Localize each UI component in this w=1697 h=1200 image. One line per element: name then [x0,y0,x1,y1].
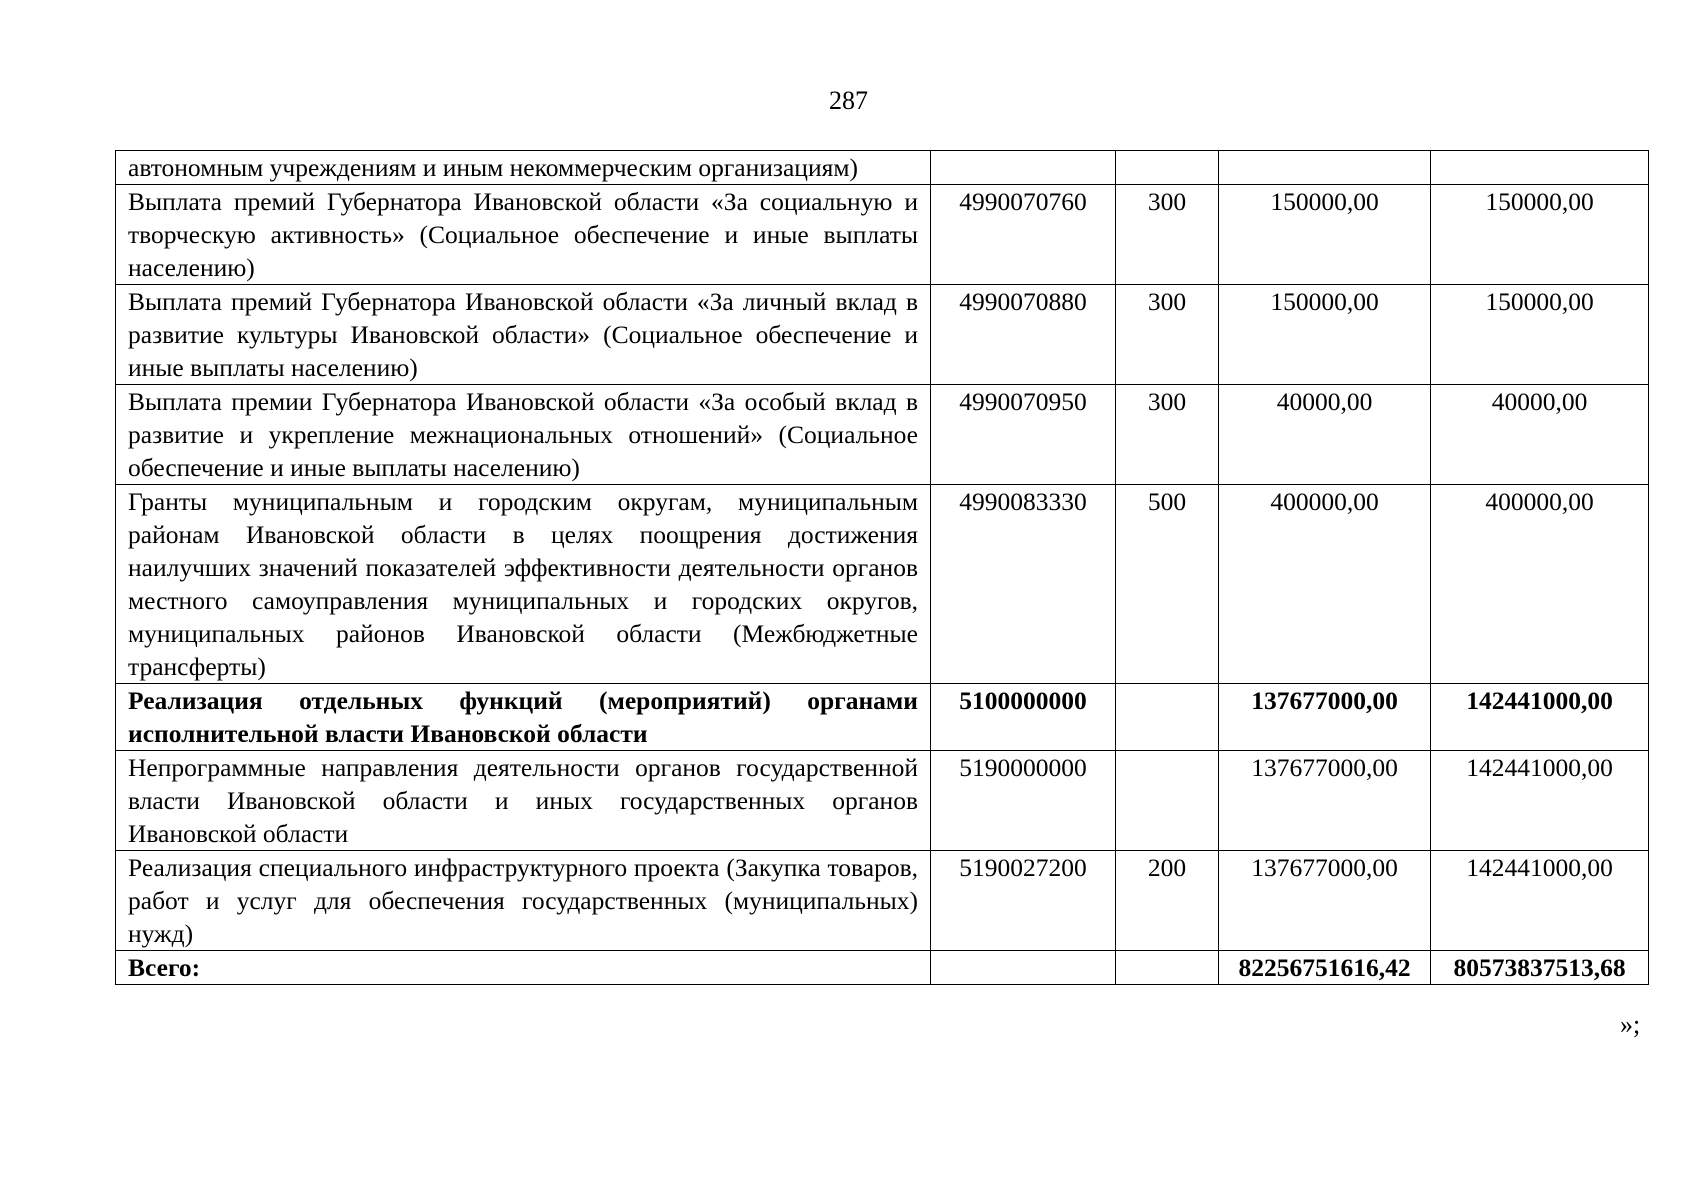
row-name: Реализация отдельных функций (мероприятий) органами исполнительной власти Ивановской области [116,684,931,751]
row-code: 4990070760 [931,185,1116,285]
row-amount-year1: 40000,00 [1219,385,1431,485]
page-number: 287 [829,86,868,115]
row-name: Реализация специального инфраструктурного проекта (Закупка товаров, работ и услуг для обеспечения государственных (муниципальных) нужд) [116,851,931,951]
row-code: 5190000000 [931,751,1116,851]
row-name: Выплата премий Губернатора Ивановской области «За социальную и творческую активность» (Социальное обеспечение и иные выплаты населению) [116,185,931,285]
row-expense-type: 200 [1116,851,1219,951]
row-expense-type: 300 [1116,385,1219,485]
total-label: Всего: [116,951,931,985]
row-amount-year2: 150000,00 [1431,185,1649,285]
row-amount-year2: 40000,00 [1431,385,1649,485]
total-row [116,951,1649,985]
row-amount-year1: 150000,00 [1219,285,1431,385]
row-code: 4990070880 [931,285,1116,385]
row-code: 4990083330 [931,485,1116,684]
row-code: 5100000000 [931,684,1116,751]
row-code [931,151,1116,185]
total-amount-year1: 82256751616,42 [1219,951,1431,985]
row-amount-year2: 142441000,00 [1431,851,1649,951]
table-row [116,851,1649,951]
row-name: автономным учреждениям и иным некоммерческим организациям) [116,151,931,185]
table-row [116,285,1649,385]
total-code [931,951,1116,985]
row-amount-year1: 137677000,00 [1219,684,1431,751]
row-amount-year1: 137677000,00 [1219,851,1431,951]
closing-quote-mark: »; [1620,1010,1641,1039]
table-row [116,385,1649,485]
total-amount-year2: 80573837513,68 [1431,951,1649,985]
row-amount-year2: 142441000,00 [1431,684,1649,751]
table-row [116,185,1649,285]
row-expense-type [1116,151,1219,185]
row-code: 4990070950 [931,385,1116,485]
row-amount-year1: 137677000,00 [1219,751,1431,851]
row-amount-year2 [1431,151,1649,185]
total-expense-type [1116,951,1219,985]
table-row [116,684,1649,751]
row-expense-type: 300 [1116,285,1219,385]
row-code: 5190027200 [931,851,1116,951]
row-name: Выплата премии Губернатора Ивановской области «За особый вклад в развитие и укрепление межнациональных отношений» (Социальное обеспечение и иные выплаты населению) [116,385,931,485]
row-name: Гранты муниципальным и городским округам, муниципальным районам Ивановской области в целях поощрения достижения наилучших значений показателей эффективности деятельности органов местного самоуправления муниципальных и городских округов, муниципальных районов Ивановской области (Межбюджетные трансферты) [116,485,931,684]
table-row [116,751,1649,851]
row-amount-year2: 150000,00 [1431,285,1649,385]
row-expense-type [1116,684,1219,751]
row-amount-year1 [1219,151,1431,185]
row-name: Непрограммные направления деятельности органов государственной власти Ивановской области и иных государственных органов Ивановской области [116,751,931,851]
row-expense-type: 500 [1116,485,1219,684]
table-row [116,485,1649,684]
row-expense-type [1116,751,1219,851]
row-amount-year1: 400000,00 [1219,485,1431,684]
row-amount-year2: 142441000,00 [1431,751,1649,851]
row-name: Выплата премий Губернатора Ивановской области «За личный вклад в развитие культуры Ивановской области» (Социальное обеспечение и иные выплаты населению) [116,285,931,385]
row-amount-year2: 400000,00 [1431,485,1649,684]
budget-table [115,150,1649,985]
row-expense-type: 300 [1116,185,1219,285]
row-amount-year1: 150000,00 [1219,185,1431,285]
table-row [116,151,1649,185]
